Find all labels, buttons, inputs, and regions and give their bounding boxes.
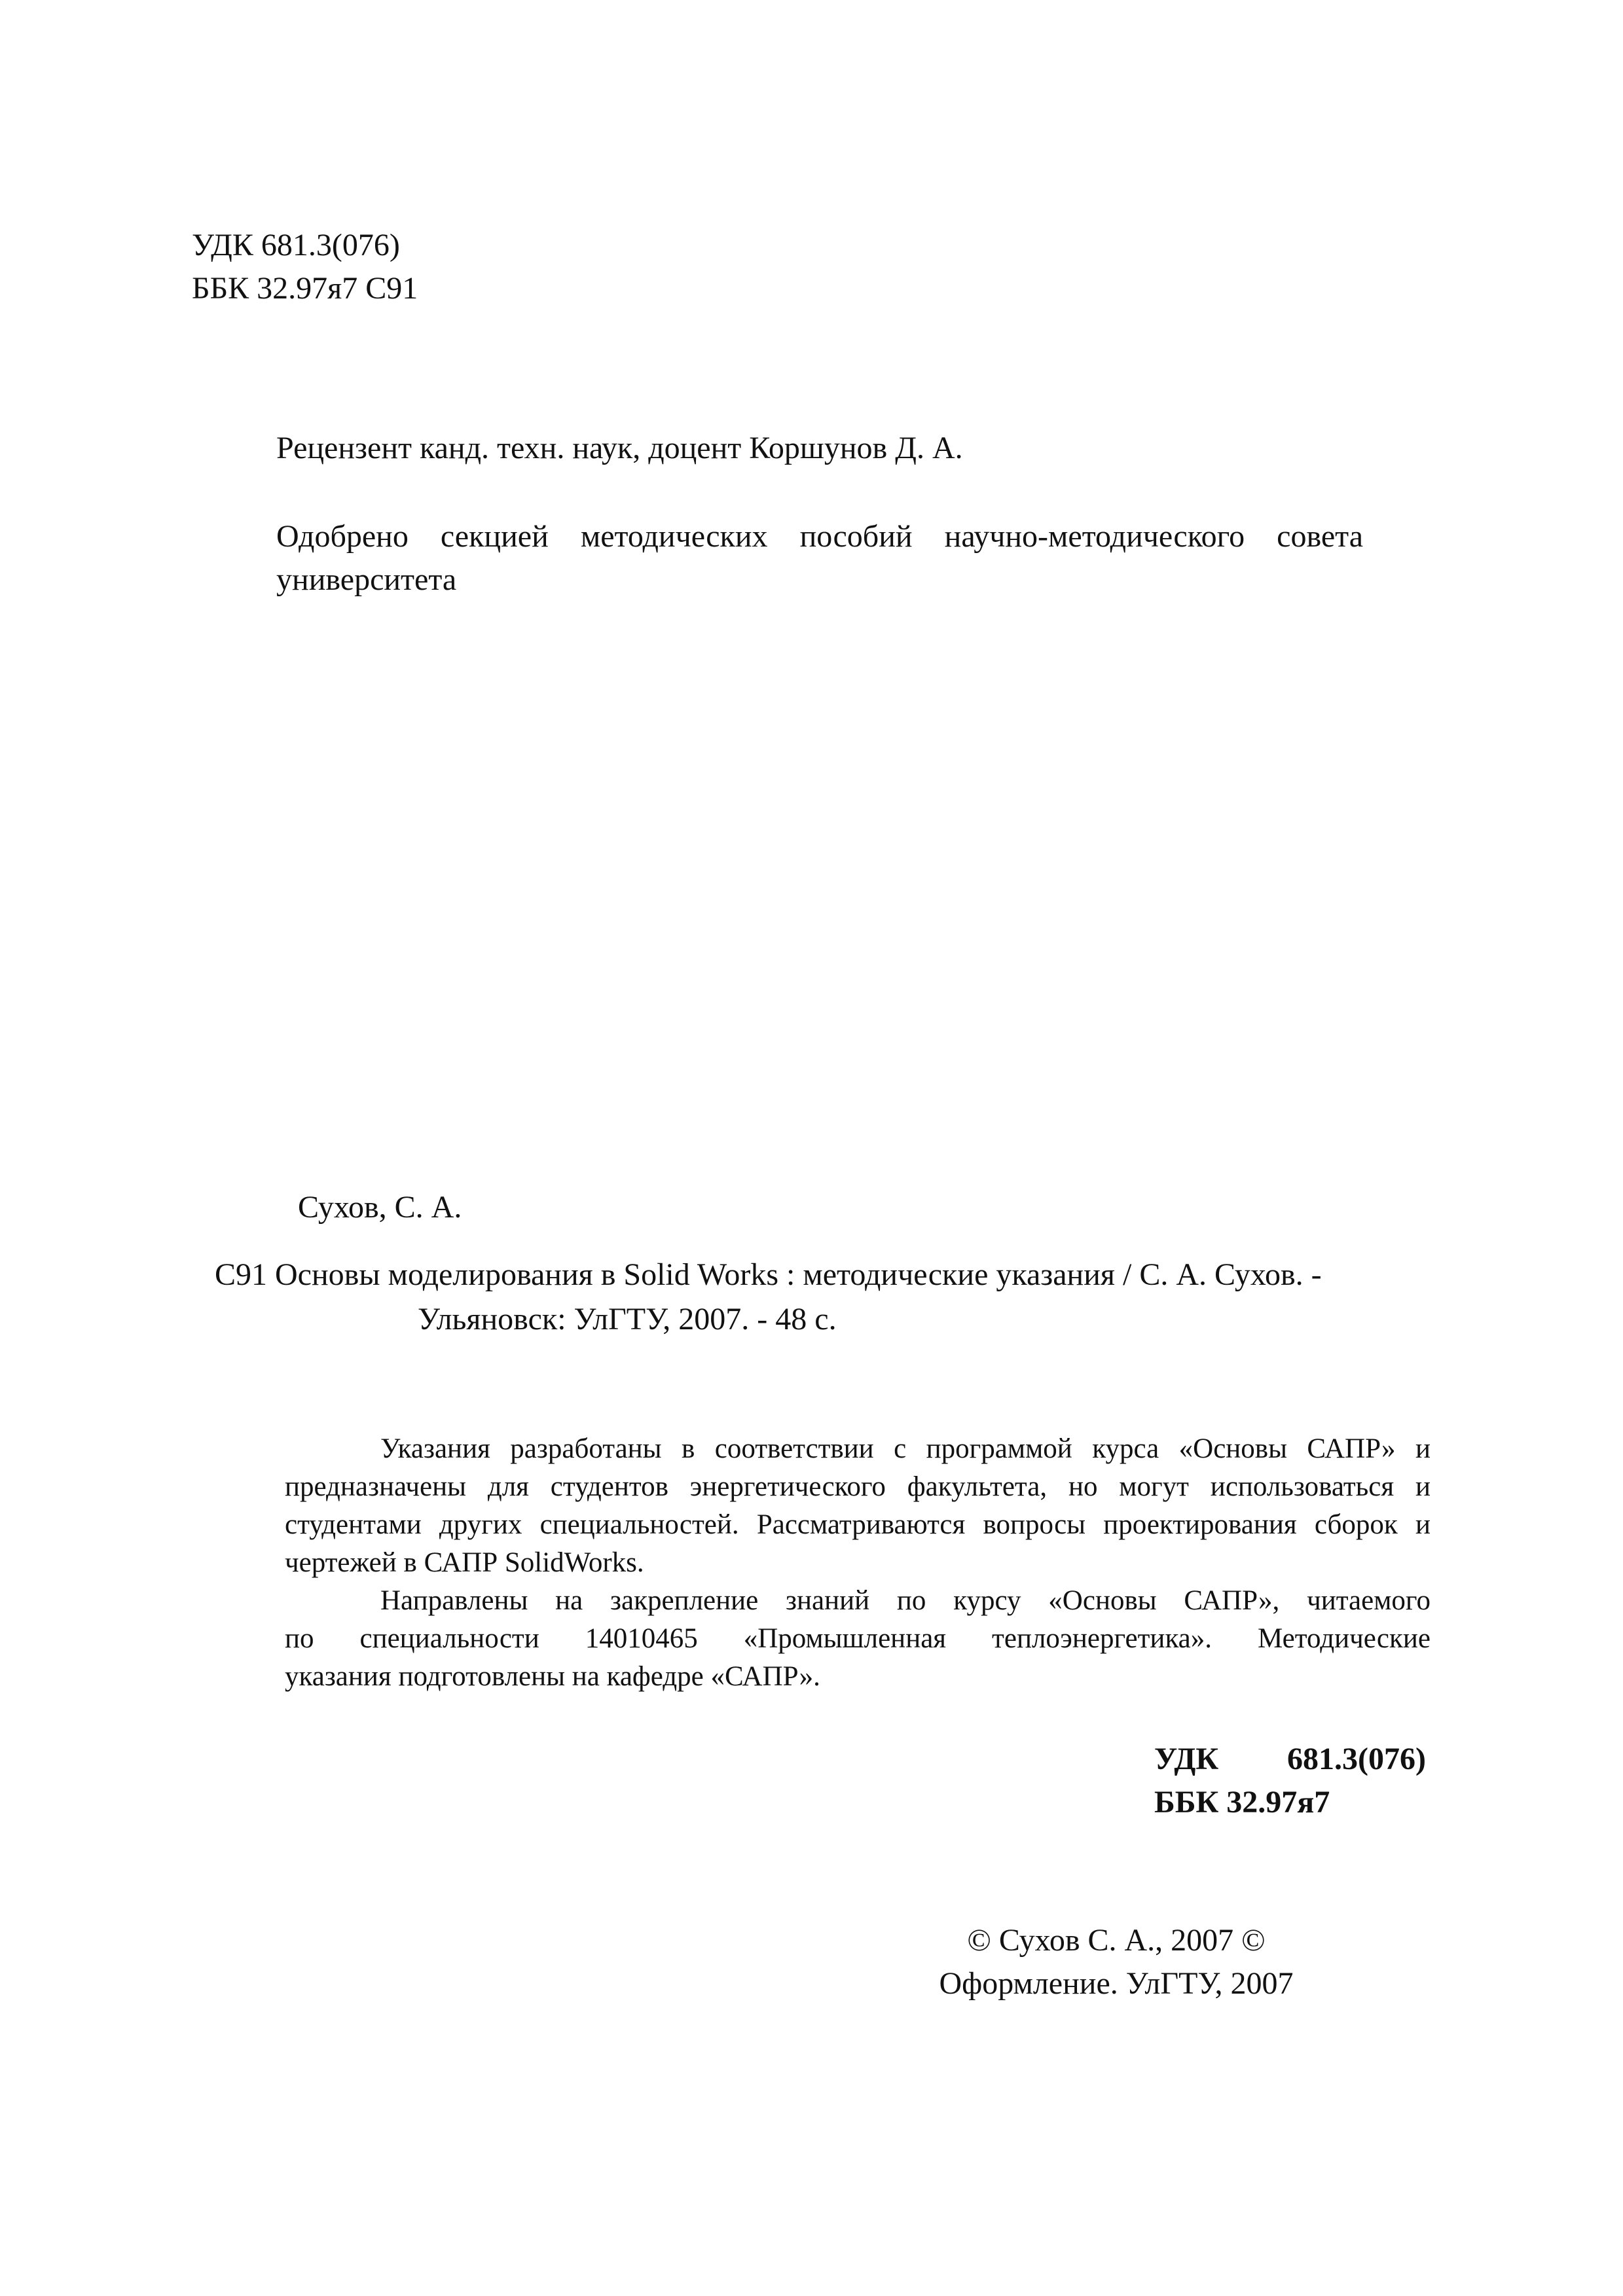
abstract-p1-line-3: студентами других специальностей. Рассматриваются вопросы проектирования сборок и [285, 1509, 1431, 1540]
abstract-p1-line-2: предназначены для студентов энергетического факультета, но могут использоваться и [285, 1471, 1431, 1502]
abstract-paragraph-2 [285, 1582, 1431, 1696]
udk-code: 681.3(076) [1287, 1742, 1426, 1776]
bottom-classification-codes [1154, 1738, 1426, 1824]
author-name: Сухов, С. А. [298, 1190, 462, 1225]
udk-row [1154, 1738, 1426, 1781]
abstract-paragraph-1 [285, 1430, 1431, 1582]
bbk-code-bottom: ББК 32.97я7 [1154, 1785, 1330, 1820]
abstract-p1-line-1: Указания разработаны в соответствии с программой курса «Основы САПР» и [380, 1433, 1431, 1464]
header-classification-codes [192, 224, 418, 310]
copyright-line-1: © Сухов С. А., 2007 © [967, 1923, 1266, 1958]
approval-statement [276, 515, 1363, 601]
approval-line-2: университета [276, 562, 457, 597]
udk-label: УДК [1154, 1742, 1219, 1776]
copyright-block [926, 1919, 1306, 2005]
copyright-line-2: Оформление. УлГТУ, 2007 [939, 1966, 1294, 2001]
bbk-code-top: ББК 32.97я7 С91 [192, 271, 418, 306]
abstract-p1-line-4: чертежей в САПР SolidWorks. [285, 1547, 644, 1578]
abstract-p2-line-2: по специальности 14010465 «Промышленная теплоэнергетика». Методические [285, 1623, 1431, 1654]
udk-code-top: УДК 681.3(076) [192, 228, 400, 262]
abstract [285, 1430, 1431, 1696]
reviewer-line: Рецензент канд. техн. наук, доцент Коршунов Д. А. [276, 431, 963, 465]
approval-line-1: Одобрено секцией методических пособий научно-методического совета [276, 519, 1363, 554]
abstract-p2-line-3: указания подготовлены на кафедре «САПР». [285, 1661, 820, 1692]
bibliographic-record-line-1: С91 Основы моделирования в Solid Works : методические указания / С. А. Сухов. - [215, 1257, 1322, 1292]
abstract-p2-line-1: Направлены на закрепление знаний по курсу «Основы САПР», читаемого [380, 1585, 1431, 1616]
bibliographic-record-line-2: Ульяновск: УлГТУ, 2007. - 48 с. [418, 1302, 837, 1336]
